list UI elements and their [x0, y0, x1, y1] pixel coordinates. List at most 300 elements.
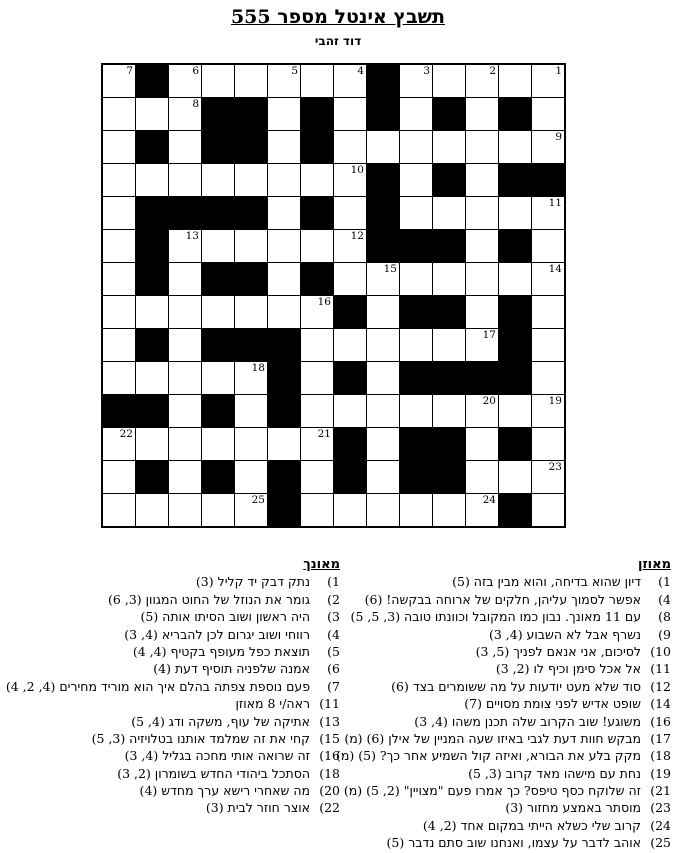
grid-cell: [532, 65, 564, 97]
grid-cell-black: [136, 65, 168, 97]
down-clue: [5, 678, 340, 695]
cell-number: 3: [423, 65, 430, 77]
across-clue-number: 11): [650, 661, 671, 677]
across-clue-number: 19): [650, 765, 671, 781]
grid-cell-black: [433, 98, 465, 130]
grid-cell: [169, 263, 201, 295]
down-clue-number: 18): [319, 765, 340, 781]
grid-cell-black: [136, 329, 168, 361]
grid-cell: [466, 395, 498, 427]
grid-cell-black: [169, 197, 201, 229]
grid-cell-black: [433, 362, 465, 394]
across-clue: [351, 573, 671, 590]
down-clue-text: זה שרואה אותי מחכה בגליל (4, 3): [124, 748, 311, 764]
across-clue: [351, 695, 671, 712]
down-clue-text: אוצר חוזר לבית (3): [205, 800, 311, 816]
cell-number: 12: [350, 230, 364, 242]
grid-cell-black: [235, 98, 267, 130]
grid-cell: [400, 164, 432, 196]
grid-cell-black: [367, 98, 399, 130]
cell-number: 13: [185, 230, 199, 242]
grid-cell: [433, 131, 465, 163]
grid-cell: [466, 98, 498, 130]
grid-cell-black: [235, 197, 267, 229]
grid-cell: [103, 362, 135, 394]
across-clue: [351, 817, 671, 834]
across-clue: [351, 643, 671, 660]
across-clue: [351, 660, 671, 677]
grid-cell: [532, 230, 564, 262]
cell-number: 9: [555, 131, 562, 143]
across-clue-text: שופט אדיש לפני צומת מסויים (7): [464, 696, 642, 712]
down-clue-number: 2): [327, 591, 340, 607]
grid-cell: [400, 197, 432, 229]
grid-cell-black: [202, 197, 234, 229]
cell-number: 10: [350, 164, 364, 176]
grid-cell: [532, 263, 564, 295]
grid-cell: [103, 98, 135, 130]
across-clue-number: 8): [658, 609, 671, 625]
down-clues-section: [5, 556, 340, 817]
grid-cell: [532, 98, 564, 130]
across-clue-text: סוד שלא מעט יודעות על מה ששומרים בצד (6): [391, 678, 642, 694]
across-clue-text: אל אכל סימן וכיף לו (2, 3): [495, 661, 642, 677]
across-clue-text: זה שלוקח כסף טיפס? כך אמרו פעם "מצויין" (2, 5) (מ): [343, 783, 642, 799]
grid-cell: [301, 329, 333, 361]
grid-cell: [103, 164, 135, 196]
grid-cell: [532, 428, 564, 460]
grid-cell-black: [136, 395, 168, 427]
grid-cell-black: [499, 296, 531, 328]
page-subtitle: דוד זהבי: [314, 34, 362, 48]
grid-cell: [235, 494, 267, 526]
grid-cell: [268, 98, 300, 130]
across-clue-list: [336, 573, 671, 851]
across-clue: [351, 678, 671, 695]
grid-cell-black: [235, 329, 267, 361]
grid-cell: [235, 65, 267, 97]
cell-number: 5: [291, 65, 298, 77]
grid-cell: [367, 131, 399, 163]
grid-cell: [103, 428, 135, 460]
cell-number: 4: [357, 65, 364, 77]
grid-cell: [499, 263, 531, 295]
grid-cell-black: [136, 230, 168, 262]
grid-cell: [136, 98, 168, 130]
grid-cell-black: [136, 461, 168, 493]
grid-cell-black: [202, 461, 234, 493]
grid-cell-black: [433, 296, 465, 328]
grid-cell: [301, 428, 333, 460]
grid-cell: [136, 164, 168, 196]
page-title: [0, 6, 676, 28]
grid-cell: [268, 428, 300, 460]
grid-cell: [103, 65, 135, 97]
grid-cell: [169, 494, 201, 526]
down-clue: [20, 765, 340, 782]
grid-cell: [400, 65, 432, 97]
grid-cell: [433, 263, 465, 295]
down-clue-number: 6): [327, 661, 340, 677]
grid-cell-black: [202, 329, 234, 361]
grid-cell-black: [433, 230, 465, 262]
grid-cell: [169, 461, 201, 493]
cell-number: 1: [555, 65, 562, 77]
grid-cell-black: [301, 98, 333, 130]
grid-cell: [466, 131, 498, 163]
down-clue: [20, 608, 340, 625]
grid-cell: [532, 329, 564, 361]
grid-cell-black: [334, 461, 366, 493]
grid-cell: [202, 65, 234, 97]
grid-cell: [169, 230, 201, 262]
grid-cell-black: [202, 395, 234, 427]
grid-cell: [400, 98, 432, 130]
grid-cell-black: [400, 428, 432, 460]
grid-cell-black: [202, 98, 234, 130]
grid-cell: [301, 230, 333, 262]
down-clue-text: אתיקה של עוף, משקה ודג (4, 5): [131, 713, 311, 729]
grid-cell: [334, 329, 366, 361]
cell-number: 7: [126, 65, 133, 77]
down-clue: [20, 695, 340, 712]
grid-cell: [466, 428, 498, 460]
across-header: מאוזן: [637, 557, 671, 572]
across-clue: [351, 591, 671, 608]
down-clue: [20, 626, 340, 643]
grid-cell: [235, 362, 267, 394]
grid-cell-black: [499, 164, 531, 196]
grid-cell: [103, 230, 135, 262]
across-clue-text: לסיכום, אני אנאם לפניך (5, 3): [475, 643, 642, 659]
grid-cell: [202, 164, 234, 196]
grid-cell: [334, 131, 366, 163]
down-clue-text: פעם נוספת צפתה בהלם איך הוא מוריד מחירים (4, 2, 4): [5, 678, 311, 694]
grid-cell-black: [268, 362, 300, 394]
grid-cell: [532, 395, 564, 427]
across-clue: [351, 765, 671, 782]
grid-cell: [499, 197, 531, 229]
grid-cell: [103, 197, 135, 229]
across-clue-number: 12): [650, 678, 671, 694]
grid-cell-black: [334, 362, 366, 394]
grid-cell-black: [235, 131, 267, 163]
grid-cell: [499, 395, 531, 427]
grid-cell: [400, 395, 432, 427]
across-clue-number: 24): [650, 817, 671, 833]
grid-cell: [367, 329, 399, 361]
grid-cell: [169, 98, 201, 130]
down-clue-number: 20): [319, 783, 340, 799]
grid-cell: [301, 164, 333, 196]
grid-cell: [400, 263, 432, 295]
grid-cell: [169, 65, 201, 97]
cell-number: 17: [482, 329, 496, 341]
grid-cell: [136, 494, 168, 526]
grid-cell-black: [301, 197, 333, 229]
grid-cell-black: [103, 395, 135, 427]
grid-cell: [466, 164, 498, 196]
grid-cell: [235, 164, 267, 196]
grid-cell: [301, 65, 333, 97]
grid-cell: [466, 329, 498, 361]
grid-cell-black: [433, 461, 465, 493]
grid-cell: [367, 395, 399, 427]
grid-cell: [202, 230, 234, 262]
across-clue-number: 21): [650, 783, 671, 799]
grid-cell: [466, 65, 498, 97]
grid-cell-black: [499, 230, 531, 262]
grid-cell: [433, 395, 465, 427]
down-clue-number: 13): [319, 713, 340, 729]
grid-cell: [103, 461, 135, 493]
cell-number: 14: [548, 263, 562, 275]
across-clue-number: 25): [650, 835, 671, 851]
cell-number: 8: [192, 98, 199, 110]
across-clue-number: 4): [658, 591, 671, 607]
cell-number: 23: [548, 461, 562, 473]
grid-cell: [499, 65, 531, 97]
across-clue-number: 16): [650, 713, 671, 729]
grid-cell: [103, 329, 135, 361]
grid-cell-black: [202, 131, 234, 163]
grid-cell: [202, 296, 234, 328]
grid-cell: [532, 131, 564, 163]
across-clue-text: מקק בלע את הבורא, ואיזה קול השמיע אחר כך? (5) (מ): [336, 748, 642, 764]
grid-cell: [466, 263, 498, 295]
grid-cell: [532, 197, 564, 229]
down-clue-text: היה ראשון ושוב הסיתו אותה (5): [140, 609, 311, 625]
down-clue: [20, 713, 340, 730]
grid-cell-black: [301, 263, 333, 295]
down-clue-text: תוצאת כפל מעופף בקטיף (4, 4): [132, 643, 311, 659]
grid-cell: [466, 197, 498, 229]
across-clue: [351, 626, 671, 643]
across-clue: [344, 730, 671, 747]
grid-cell: [103, 263, 135, 295]
grid-cell: [499, 461, 531, 493]
cell-number: 21: [317, 428, 331, 440]
grid-cell: [103, 131, 135, 163]
grid-cell: [367, 428, 399, 460]
grid-cell-black: [499, 362, 531, 394]
grid-cell: [400, 131, 432, 163]
down-clue-number: 15): [319, 730, 340, 746]
grid-cell-black: [367, 164, 399, 196]
grid-cell: [433, 494, 465, 526]
down-clue: [20, 799, 340, 816]
across-clue-number: 9): [658, 626, 671, 642]
grid-cell: [169, 362, 201, 394]
down-clue: [20, 660, 340, 677]
grid-cell: [466, 296, 498, 328]
grid-cell: [301, 296, 333, 328]
grid-cell: [268, 197, 300, 229]
grid-cell: [499, 131, 531, 163]
down-clue-text: קחי את זה שמלמד אותנו בטלויזיה (3, 5): [91, 730, 311, 746]
across-clue-text: נחת עם מישהו מאד קרוב (3, 5): [468, 765, 642, 781]
grid-cell: [334, 164, 366, 196]
down-clue: [20, 591, 340, 608]
grid-cell: [334, 197, 366, 229]
grid-cell-black: [367, 230, 399, 262]
down-clue: [20, 573, 340, 590]
across-clue-text: מוסתר באמצע מחזור (3): [505, 800, 642, 816]
grid-cell-black: [532, 164, 564, 196]
grid-cell: [268, 65, 300, 97]
down-clue-number: 16): [319, 748, 340, 764]
grid-cell: [169, 164, 201, 196]
grid-cell-black: [466, 362, 498, 394]
grid-cell: [532, 362, 564, 394]
grid-cell: [367, 263, 399, 295]
grid-cell: [235, 395, 267, 427]
grid-cell: [367, 461, 399, 493]
grid-cell: [169, 131, 201, 163]
grid-cell-black: [202, 263, 234, 295]
grid-cell-black: [136, 131, 168, 163]
cell-number: 15: [383, 263, 397, 275]
grid-cell: [301, 362, 333, 394]
down-clue-text: נתק דבק יד קליל (3): [195, 574, 311, 590]
grid-cell-black: [499, 494, 531, 526]
grid-cell: [202, 494, 234, 526]
grid-cell: [334, 65, 366, 97]
across-clue-text: קרוב שלי כשלא הייתי במקום אחד (2, 4): [422, 817, 642, 833]
grid-cell-black: [400, 296, 432, 328]
grid-cell-black: [400, 461, 432, 493]
grid-cell-black: [268, 395, 300, 427]
down-clue-number: 3): [327, 609, 340, 625]
down-clue-text: גומר את הנוזל של החוט המגוון (3, 6): [108, 591, 311, 607]
grid-cell: [334, 494, 366, 526]
cell-number: 18: [251, 362, 265, 374]
grid-cell-black: [334, 428, 366, 460]
down-clue-number: 4): [327, 626, 340, 642]
down-clue-text: הסתכל ביהודי החדש בשומרון (2, 3): [117, 765, 311, 781]
down-clue-text: ראה/י 8 מאוזן: [235, 696, 311, 712]
grid-cell: [334, 98, 366, 130]
grid-cell: [103, 296, 135, 328]
across-clue-number: 17): [650, 730, 671, 746]
down-clue-number: 1): [327, 574, 340, 590]
down-clue: [20, 730, 340, 747]
grid-cell: [136, 296, 168, 328]
across-clue: [351, 608, 671, 625]
grid-cell: [268, 230, 300, 262]
grid-cell: [367, 296, 399, 328]
across-clue: [336, 747, 671, 764]
grid-cell-black: [367, 197, 399, 229]
grid-cell-black: [268, 329, 300, 361]
cell-number: 16: [317, 296, 331, 308]
grid-cell-black: [499, 428, 531, 460]
grid-cell-black: [499, 98, 531, 130]
grid-cell: [367, 494, 399, 526]
grid-cell: [202, 362, 234, 394]
down-clue-number: 22): [319, 800, 340, 816]
across-clue-text: עם 11 מאונך. נבון כמו המקובל וכוונתו טובה (3, 5, 5): [350, 609, 642, 625]
across-clue-number: 1): [658, 574, 671, 590]
grid-cell: [532, 494, 564, 526]
down-header: מאונך: [303, 557, 340, 572]
grid-cell: [103, 494, 135, 526]
grid-cell-black: [136, 263, 168, 295]
across-clue-number: 23): [650, 800, 671, 816]
crossword-grid: [101, 63, 566, 528]
grid-cell: [268, 164, 300, 196]
grid-cell-black: [235, 263, 267, 295]
across-clue-text: דיון שהוא בדיחה, והוא מבין בזה (5): [452, 574, 642, 590]
grid-cell-black: [301, 131, 333, 163]
grid-cell: [235, 428, 267, 460]
down-clue-number: 11): [319, 696, 340, 712]
across-clue-number: 14): [650, 696, 671, 712]
grid-cell: [433, 197, 465, 229]
across-clue: [343, 782, 671, 799]
down-clue-text: אמנה שלפניה תוסיף דעת (4): [153, 661, 311, 677]
across-clue-number: 18): [650, 748, 671, 764]
grid-cell: [235, 461, 267, 493]
grid-cell: [334, 395, 366, 427]
down-clue: [20, 782, 340, 799]
grid-cell: [169, 329, 201, 361]
grid-cell: [268, 131, 300, 163]
grid-cell: [532, 296, 564, 328]
cell-number: 22: [119, 428, 133, 440]
grid-cell: [202, 428, 234, 460]
grid-cell-black: [499, 329, 531, 361]
across-clue-text: אפשר לסמוך עליהן, חלקים של ארוחה בבקשה! (6): [364, 591, 642, 607]
grid-cell-black: [433, 428, 465, 460]
down-clue: [20, 643, 340, 660]
down-clue-number: 7): [327, 678, 340, 694]
down-clue-number: 5): [327, 643, 340, 659]
grid-cell-black: [268, 461, 300, 493]
grid-cell: [268, 296, 300, 328]
grid-cell-black: [136, 197, 168, 229]
cell-number: 6: [192, 65, 199, 77]
down-clue-text: מה שאחרי רישא ערך מחדש (4): [139, 783, 311, 799]
grid-cell: [268, 263, 300, 295]
across-clue-number: 10): [650, 643, 671, 659]
grid-cell-black: [400, 362, 432, 394]
across-clue-text: משוגע! שוב הקרוב שלה תכנן משהו (4, 3): [414, 713, 642, 729]
across-clue: [351, 799, 671, 816]
cell-number: 25: [251, 494, 265, 506]
grid-cell-black: [268, 494, 300, 526]
grid-cell-black: [334, 296, 366, 328]
grid-cell: [136, 428, 168, 460]
grid-cell: [466, 461, 498, 493]
down-clue-text: רווחי ושוב יגרום לכן להבריא (4, 3): [124, 626, 311, 642]
grid-cell: [301, 395, 333, 427]
grid-cell: [334, 230, 366, 262]
across-clue-text: אוהב לדבר על עצמו, ואנחנו שוב סתם נדבר (5): [386, 835, 642, 851]
grid-cell: [433, 65, 465, 97]
grid-cell: [466, 230, 498, 262]
grid-cell: [334, 263, 366, 295]
cell-number: 2: [489, 65, 496, 77]
grid-cell: [235, 296, 267, 328]
cell-number: 19: [548, 395, 562, 407]
grid-cell: [136, 362, 168, 394]
cell-number: 11: [548, 197, 562, 209]
grid-cell-black: [433, 164, 465, 196]
across-clue: [351, 713, 671, 730]
grid-cell-black: [400, 230, 432, 262]
across-clue-text: מבקש חוות דעת לגבי באיזו שעה המניין של אילן (6) (מ): [344, 730, 642, 746]
